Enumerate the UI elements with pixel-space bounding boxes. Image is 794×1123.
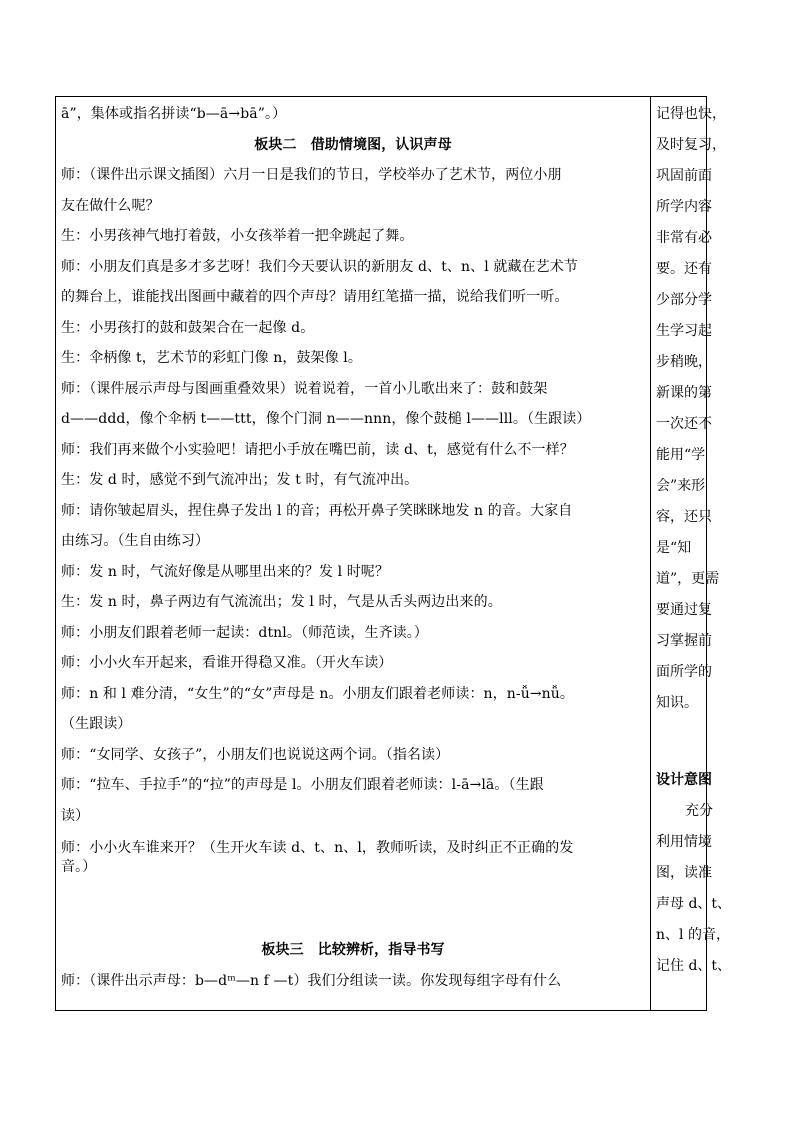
note-line: 记得也快，: [656, 106, 726, 122]
note-line: 及时复习，: [656, 137, 726, 153]
text-line: 师：小小火车开起来，看谁开得稳又准。（开火车读）: [61, 655, 393, 671]
section-heading: 板块二 借助情境图，认识声母: [254, 136, 452, 153]
text-line: ā”，集体或指名拼读“b—ā→bā”。）: [61, 106, 287, 122]
text-line: 师：我们再来做个小实验吧！请把小手放在嘴巴前，读 d、t，感觉有什么不一样？: [61, 441, 574, 458]
note-line: 会”来形: [656, 478, 706, 494]
note-line: 道”，更需: [656, 571, 720, 587]
lesson-content: [61, 99, 645, 996]
note-line: 一次还不: [656, 416, 712, 432]
text-line: 生：伞柄像 t，艺术节的彩虹门像 n，鼓架像 l。: [61, 350, 362, 366]
text-line: 师：小小火车谁来开？（生开火车读 d、t、n、l，教师听读，及时纠正不正确的发: [61, 840, 574, 856]
text-line: 师：（课件出示课文插图）六月一日是我们的节日，学校举办了艺术节，两位小朋: [61, 167, 562, 183]
text-line: 由练习。（生自由练习）: [61, 533, 210, 549]
text-line: 师：“女同学、女孩子”，小朋友们也说说这两个词。（指名读）: [61, 746, 450, 763]
text-line: 师：n 和 l 难分清，“女生”的“女”声母是 n。小朋友们跟着老师读：n，n-ǚ→nǚ。: [61, 685, 574, 702]
note-line: 能用“学: [656, 447, 706, 463]
text-line: 读）: [61, 807, 90, 824]
note-line: 要通过复: [656, 602, 712, 618]
note-line: 声母 d、t、: [656, 896, 732, 912]
text-line: （生跟读）: [61, 716, 132, 732]
text-line: 师：小朋友们跟着老师一起读：dtnl。（师范读，生齐读。）: [61, 624, 428, 641]
side-notes: [656, 99, 732, 982]
note-line: 图，读准: [656, 865, 712, 881]
note-line: 充分: [685, 803, 713, 819]
note-line: 生学习起: [656, 323, 712, 339]
text-line: 师：“拉车、手拉手”的“拉”的声母是 l。小朋友们跟着老师读：l-ā→lā。（生跟: [61, 777, 544, 793]
note-line: 巩固前面: [656, 168, 712, 184]
note-line: 利用情境: [656, 834, 712, 850]
note-line: 是“知: [656, 540, 692, 556]
text-line: 生：小男孩神气地打着鼓，小女孩举着一把伞跳起了舞。: [61, 228, 414, 244]
note-line: n、l 的音，: [656, 927, 730, 943]
text-line: 师：（课件展示声母与图画重叠效果）说着说着，一首小儿歌出来了：鼓和鼓架: [61, 380, 548, 397]
design-intent-heading: 设计意图: [656, 772, 712, 788]
text-line: 音。）: [61, 859, 97, 875]
lesson-table: [55, 96, 732, 1011]
text-line: 生：发 n 时，鼻子两边有气流流出；发 l 时，气是从舌头两边出来的。: [61, 594, 502, 610]
text-line: 生：发 d 时，感觉不到气流冲出；发 t 时，有气流冲出。: [61, 472, 419, 488]
note-line: 记住 d、t、: [656, 958, 732, 974]
section-heading: 板块三 比较辨析，指导书写: [261, 942, 445, 958]
note-line: 少部分学: [656, 292, 712, 308]
note-line: 步稍晚，: [656, 354, 712, 370]
note-line: 知识。: [656, 695, 698, 711]
note-line: 新课的第: [656, 385, 712, 401]
text-line: 的舞台上，谁能找出图画中藏着的四个声母？请用红笔描一描，说给我们听一听。: [61, 289, 569, 305]
text-line: 师：小朋友们真是多才多艺呀！我们今天要认识的新朋友 d、t、n、l 就藏在艺术节: [61, 258, 578, 275]
text-line: 生：小男孩打的鼓和鼓架合在一起像 d。: [61, 319, 315, 336]
note-line: 面所学的: [656, 664, 712, 680]
column-divider: [650, 97, 651, 1010]
text-line: 师：发 n 时，气流好像是从哪里出来的？发 l 时呢？: [61, 563, 389, 580]
note-line: 所学内容: [656, 199, 712, 215]
text-line: 师：（课件出示声母：b—dᵐ—n f —t）我们分组读一读。你发现每组字母有什么: [61, 972, 562, 989]
note-line: 非常有必: [656, 230, 712, 246]
text-line: 友在做什么呢？: [61, 197, 160, 214]
note-line: 容，还只: [656, 509, 712, 525]
note-line: 要。还有: [656, 261, 712, 277]
text-line: 师：请你皱起眉头，捏住鼻子发出 l 的音；再松开鼻子笑眯眯地发 n 的音。大家自: [61, 502, 573, 519]
note-line: 习掌握前: [656, 633, 712, 649]
text-line: d——ddd，像个伞柄 t——ttt，像个门洞 n——nnn，像个鼓槌 l——lll。（生跟读）: [61, 411, 591, 427]
